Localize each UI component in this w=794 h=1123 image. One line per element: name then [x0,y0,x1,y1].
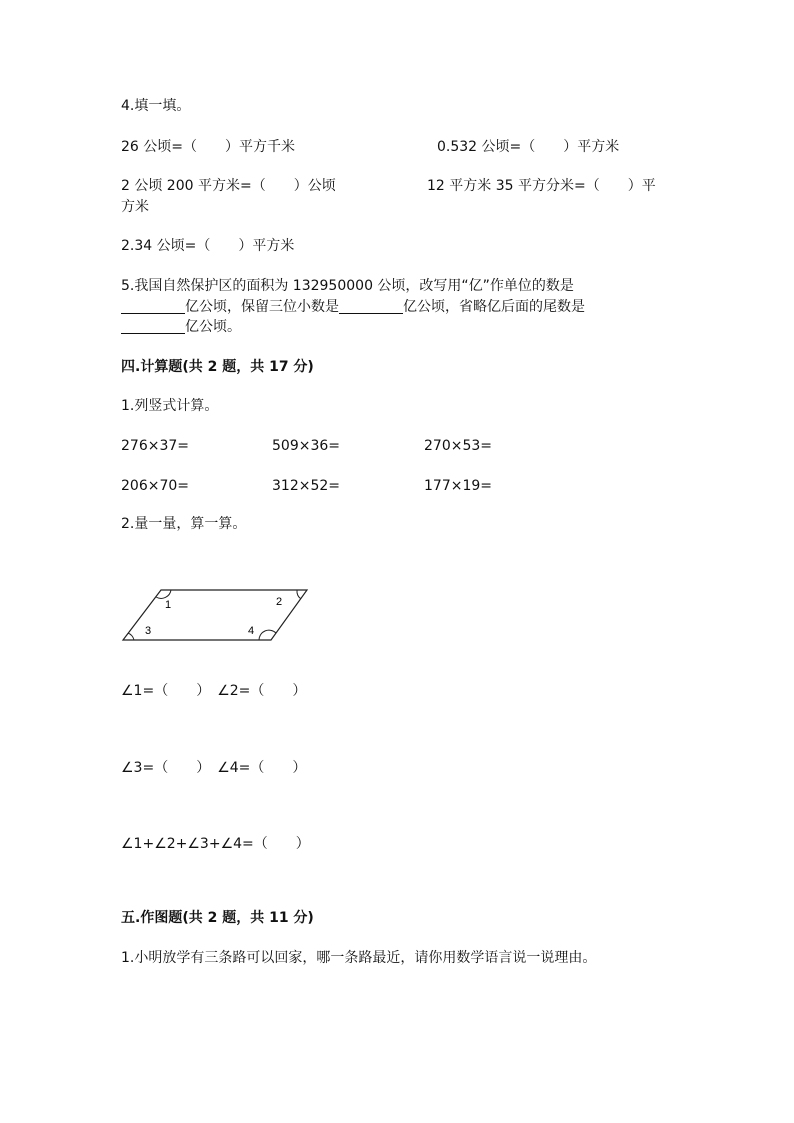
angle-line-3: ∠1+∠2+∠3+∠4=（ ） [121,836,310,852]
parallelogram-figure [115,582,315,648]
angle-label-2: 2 [276,596,283,608]
section-5-q1: 1.小明放学有三条路可以回家，哪一条路最近，请你用数学语言说一说理由。 [121,950,597,966]
q5-line-2 [121,297,585,317]
section-4-q1-title: 1.列竖式计算。 [121,398,219,414]
calc-item: 509×36= [272,438,340,454]
q5-line-1: 5.我国自然保护区的面积为 132950000 公顷，改写用“亿”作单位的数是 [121,278,574,294]
q4-item-5: 2.34 公顷=（ ）平方米 [121,238,295,254]
angle-arc-3 [128,633,134,640]
answer-blank [121,299,185,314]
section-4-q2-title: 2.量一量，算一算。 [121,516,247,532]
angle-label-1: 1 [165,599,172,611]
calc-item: 276×37= [121,438,189,454]
q4-item-3: 2 公顷 200 平方米=（ ）公顷 [121,178,336,194]
angle-label-4: 4 [248,625,255,637]
section-4-title: 四.计算题(共 2 题，共 17 分) [121,359,314,375]
q5-text-c: 亿公顷。 [185,319,241,335]
angle-arc-4 [259,630,276,640]
angle-line-2: ∠3=（ ） ∠4=（ ） [121,760,307,776]
q4-item-4: 12 平方米 35 平方分米=（ ）平 [427,178,656,194]
calc-item: 312×52= [272,478,340,494]
answer-blank [121,319,185,334]
angle-label-3: 3 [145,625,152,637]
q4-item-4-wrap: 方米 [121,199,149,215]
calc-item: 177×19= [424,478,492,494]
q5-line-3 [121,317,241,337]
angle-line-1: ∠1=（ ） ∠2=（ ） [121,683,307,699]
angle-arc-2 [297,590,301,599]
q5-text-b: 亿公顷，省略亿后面的尾数是 [403,299,585,315]
answer-blank [339,299,403,314]
q5-text-a: 亿公顷，保留三位小数是 [185,299,339,315]
q4-item-1: 26 公顷=（ ）平方千米 [121,139,295,155]
q4-item-2: 0.532 公顷=（ ）平方米 [437,139,620,155]
calc-item: 270×53= [424,438,492,454]
section-5-title: 五.作图题(共 2 题，共 11 分) [121,910,314,926]
calc-item: 206×70= [121,478,189,494]
q4-title: 4.填一填。 [121,98,191,114]
